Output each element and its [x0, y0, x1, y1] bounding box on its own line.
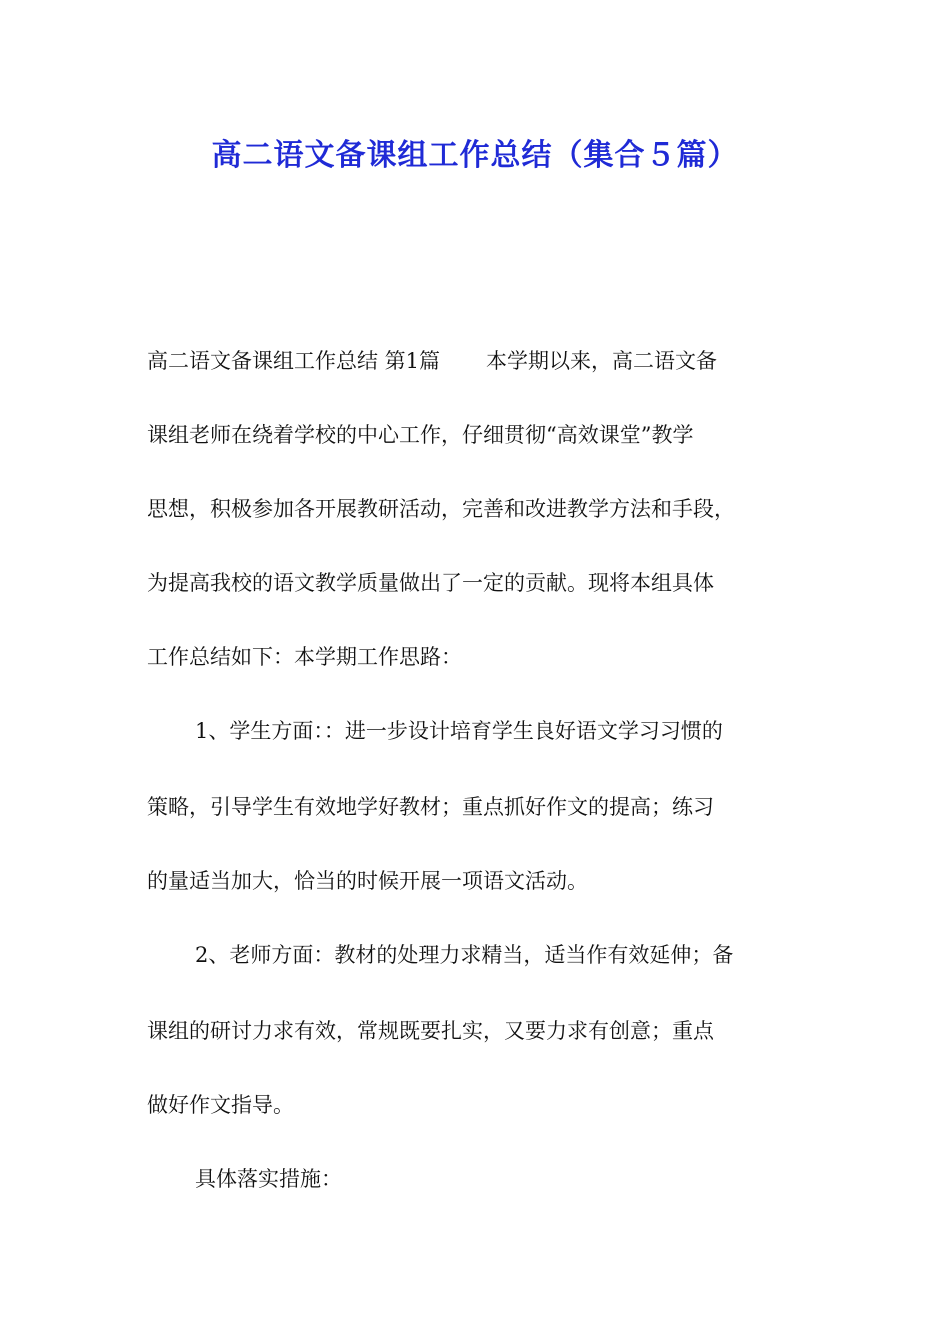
document-title: 高二语文备课组工作总结（集合５篇）: [211, 138, 739, 173]
paragraph-line-1: [147, 348, 717, 374]
paragraph-line-10: 课组的研讨力求有效，常规既要扎实，又要力求有创意；重点: [147, 1019, 714, 1043]
section-heading: 高二语文备课组工作总结 第1篇: [147, 349, 441, 373]
paragraph-line-5: 工作总结如下：本学期工作思路：: [147, 645, 462, 669]
paragraph-line-3: 思想，积极参加各开展教研活动，完善和改进教学方法和手段，: [147, 497, 735, 521]
paragraph-line-4: 为提高我校的语文教学质量做出了一定的贡献。现将本组具体: [147, 571, 714, 595]
paragraph-line-7: 策略，引导学生有效地学好教材；重点抓好作文的提高；练习: [147, 795, 714, 819]
paragraph-line-8: 的量适当加大，恰当的时候开展一项语文活动。: [147, 869, 588, 893]
paragraph-line-6: 1、学生方面：：进一步设计培育学生良好语文学习习惯的: [195, 719, 723, 743]
paragraph-line-9: 2、老师方面：教材的处理力求精当，适当作有效延伸；备: [195, 943, 734, 967]
paragraph-line-11: 做好作文指导。: [147, 1093, 294, 1117]
paragraph-line-2: 课组老师在绕着学校的中心工作，仔细贯彻“高效课堂”教学: [147, 423, 694, 447]
paragraph-line-12: 具体落实措施：: [195, 1167, 342, 1191]
paragraph-text: 本学期以来，高二语文备: [486, 349, 718, 373]
